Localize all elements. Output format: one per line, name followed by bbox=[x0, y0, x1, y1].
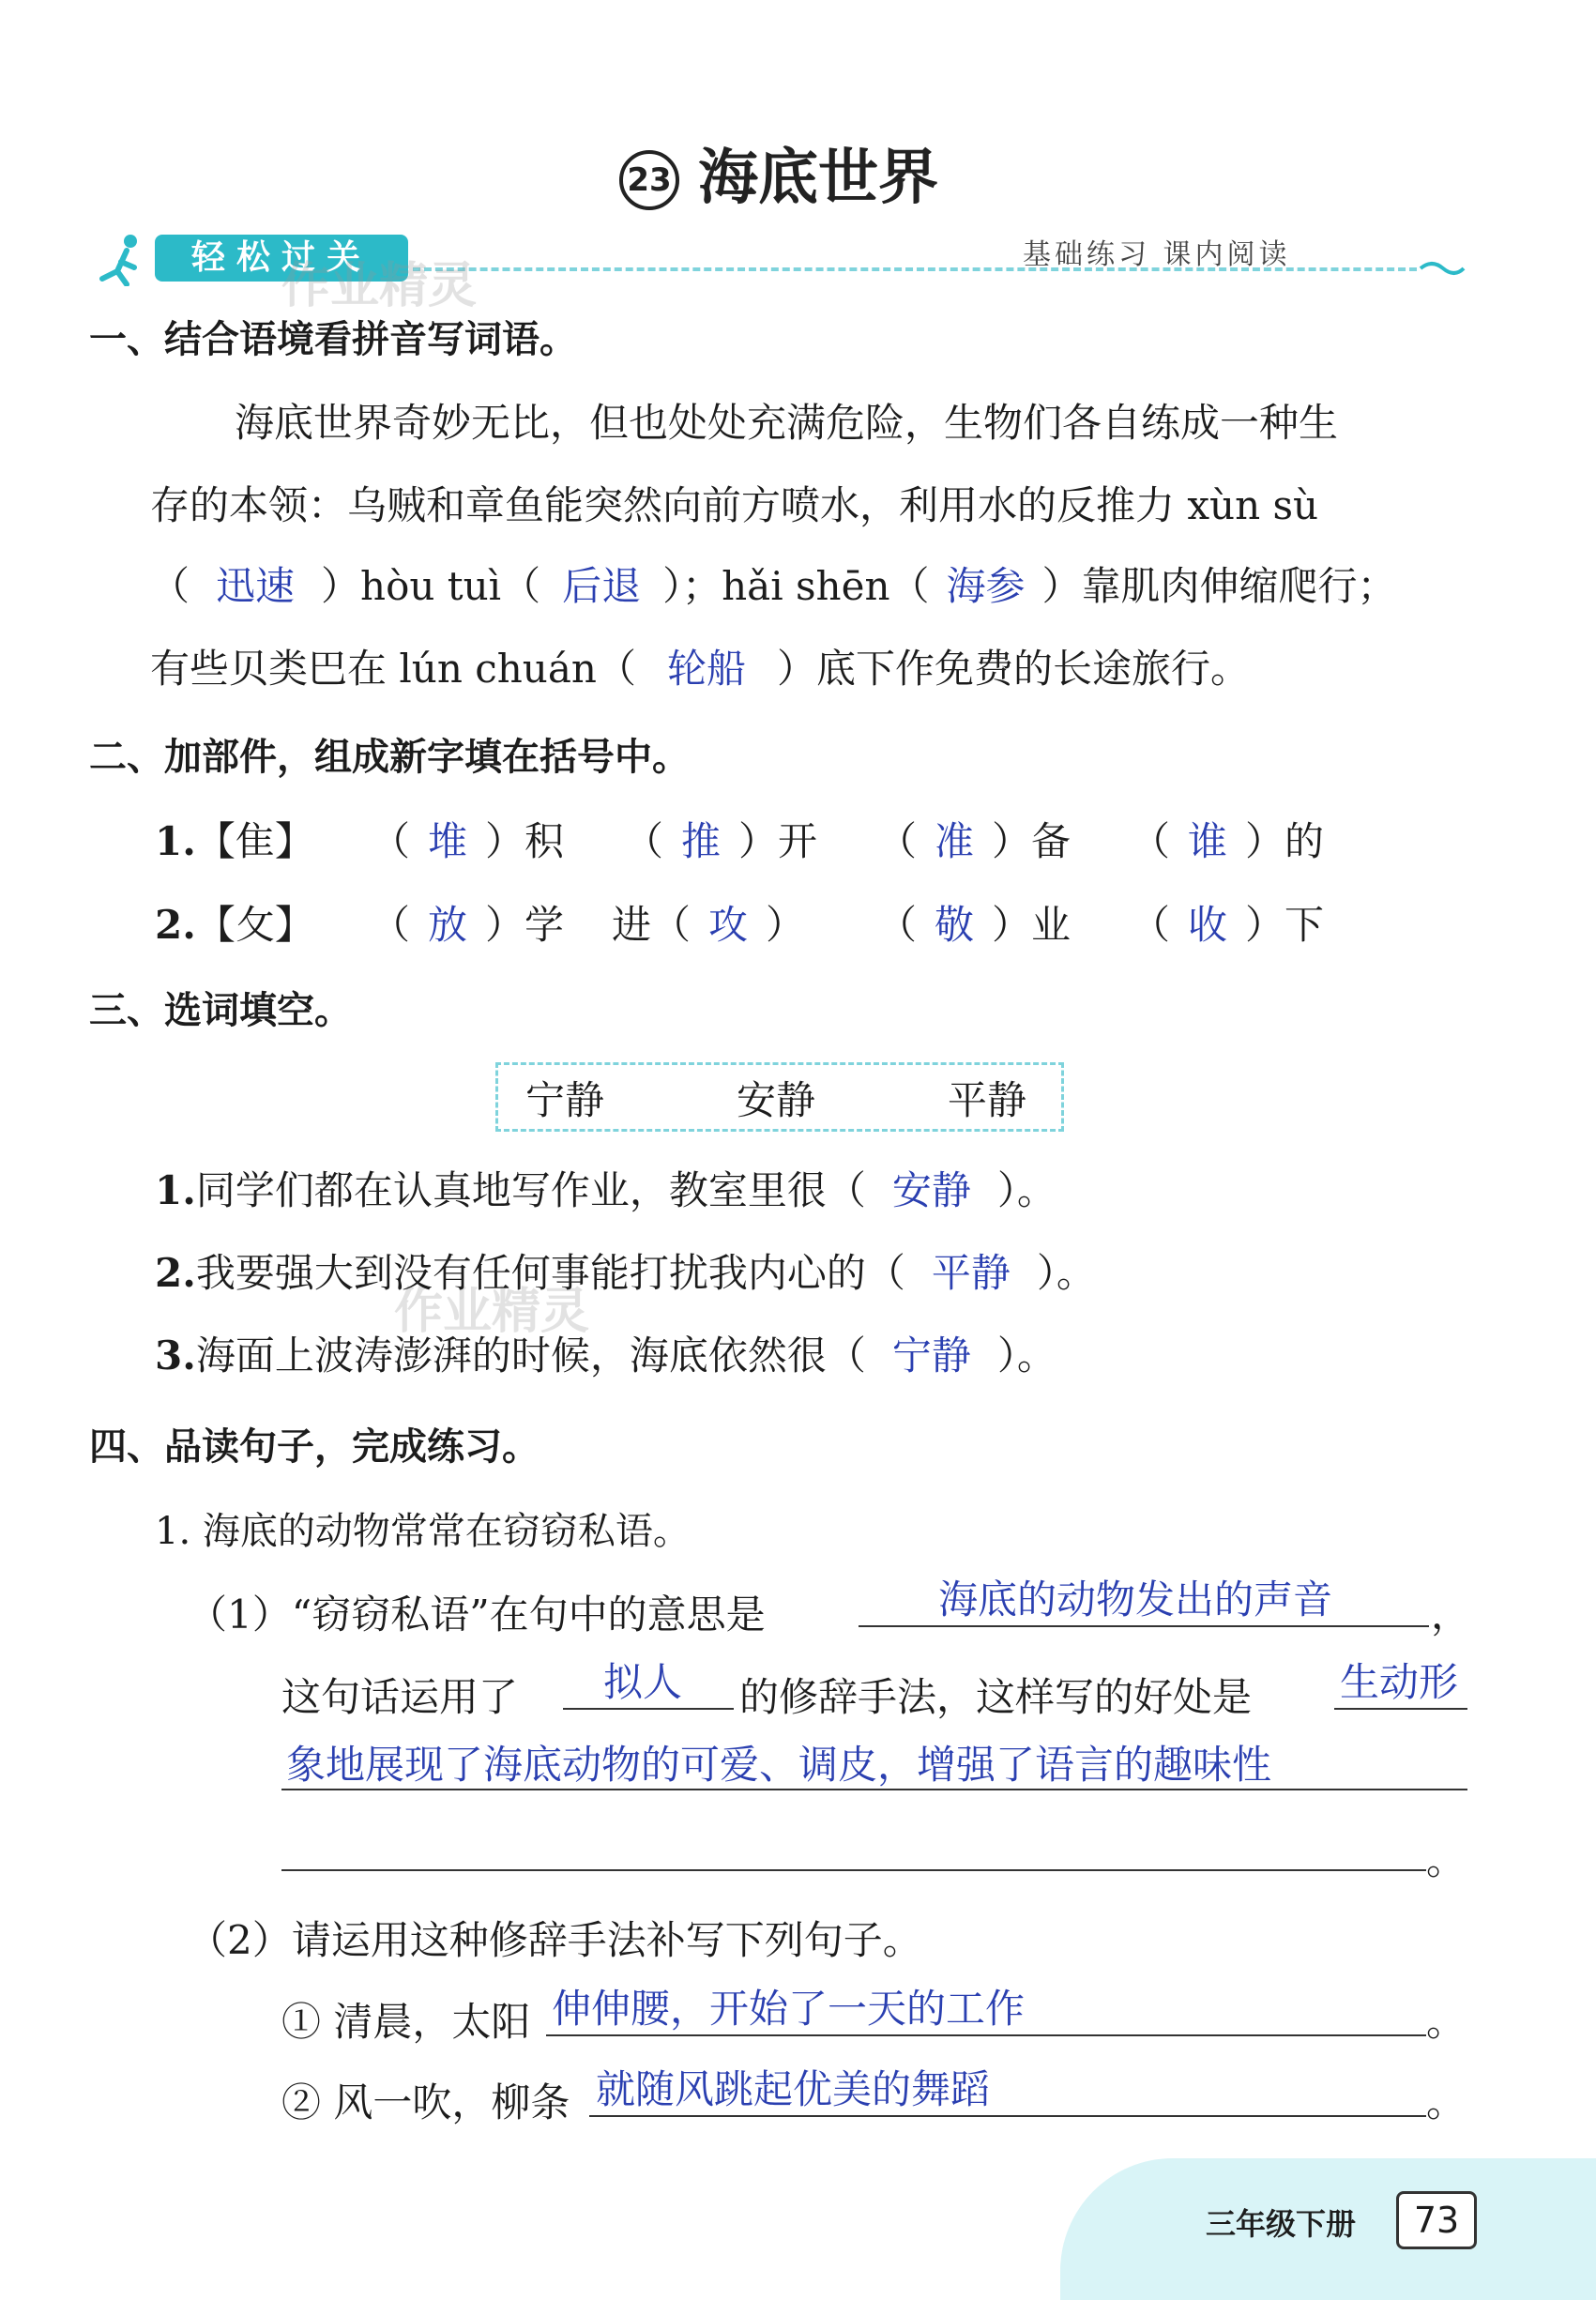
q4-sub1-line2b: 的修辞手法，这样写的好处是 bbox=[739, 1674, 1253, 1720]
q1-line4: 有些贝类巴在 lún chuán（ 轮船 ）底下作免费的长途旅行。 bbox=[150, 638, 1250, 694]
word-option: 平静 bbox=[948, 1077, 1027, 1123]
q3-sentence-3: 3.海面上波涛澎湃的时候，海底依然很（ 宁静 ）。 bbox=[155, 1333, 1056, 1378]
section-banner: 轻松过关 bbox=[155, 235, 408, 282]
word-option: 宁静 bbox=[525, 1077, 605, 1123]
answer-houtui: 后退 bbox=[562, 563, 642, 609]
q1-line3: （ 迅速 ）hòu tuì（ 后退 ）；hǎi shēn（ 海参 ）靠肌肉伸缩爬行； bbox=[150, 556, 1397, 612]
q2-row2-label: 2.【攵】 bbox=[155, 902, 314, 948]
answer-line bbox=[281, 1869, 1426, 1871]
q2-row2-item: （ 收 ）下 bbox=[1131, 902, 1325, 948]
q4-item1-prefix: ① 清晨，太阳 bbox=[281, 1999, 531, 2045]
answer-benefit-start: 生动形 bbox=[1340, 1659, 1459, 1705]
q4-heading: 四、品读句子，完成练习。 bbox=[89, 1425, 540, 1469]
comma: ， bbox=[1431, 1592, 1471, 1637]
answer-lunchuan: 轮船 bbox=[666, 646, 746, 692]
answer-benefit-rest: 象地展现了海底动物的可爱、调皮，增强了语言的趣味性 bbox=[286, 1742, 1272, 1788]
period: 。 bbox=[1426, 1837, 1467, 1883]
q3-sentence-2: 2.我要强大到没有任何事能打扰我内心的（ 平静 ）。 bbox=[155, 1250, 1096, 1296]
q2-row1-item: （ 准 ）备 bbox=[877, 818, 1072, 864]
q2-row2-item: （ 敬 ）业 bbox=[877, 902, 1072, 948]
q2-row1-item: （ 谁 ）的 bbox=[1131, 818, 1325, 864]
grade-label: 三年级下册 bbox=[1206, 2206, 1357, 2242]
runner-icon bbox=[89, 230, 145, 286]
q4-sub1-line2a: 这句话运用了 bbox=[281, 1674, 519, 1720]
word-option: 安静 bbox=[737, 1077, 816, 1123]
q4-sub2: （2）请运用这种修辞手法补写下列句子。 bbox=[188, 1917, 922, 1963]
swirl-icon bbox=[1419, 257, 1466, 280]
answer-line bbox=[589, 2115, 1426, 2117]
answer-haishen: 海参 bbox=[946, 563, 1026, 609]
q1-line1: 海底世界奇妙无比，但也处处充满危险，生物们各自练成一种生 bbox=[235, 400, 1339, 446]
answer-rhetoric: 拟人 bbox=[603, 1659, 683, 1705]
q2-heading: 二、加部件，组成新字填在括号中。 bbox=[89, 736, 690, 779]
answer-line bbox=[859, 1625, 1429, 1627]
lesson-title: 海底世界 bbox=[698, 144, 938, 213]
q4-sentence: 1. 海底的动物常常在窃窃私语。 bbox=[155, 1510, 691, 1553]
answer-line bbox=[1334, 1708, 1467, 1710]
q2-row1-label: 1.【隹】 bbox=[155, 818, 314, 864]
page-title bbox=[619, 129, 938, 216]
q4-sub1-line1: （1）“窃窃私语”在句中的意思是 bbox=[188, 1592, 766, 1637]
answer-xunsu: 迅速 bbox=[216, 563, 296, 609]
watermark: 作业精灵 bbox=[281, 258, 478, 314]
section-tag: 基础练习 课内阅读 bbox=[1023, 238, 1291, 271]
q3-sentence-1: 1.同学们都在认真地写作业，教室里很（ 安静 ）。 bbox=[155, 1167, 1056, 1213]
answer-line bbox=[281, 1789, 1467, 1790]
q3-heading: 三、选词填空。 bbox=[89, 989, 352, 1032]
q1-heading: 一、结合语境看拼音写词语。 bbox=[89, 318, 577, 361]
q1-line2: 存的本领：乌贼和章鱼能突然向前方喷水，利用水的反推力 xùn sù bbox=[150, 482, 1319, 528]
answer-item2: 就随风跳起优美的舞蹈 bbox=[596, 2066, 991, 2112]
lesson-number: 23 bbox=[619, 150, 679, 210]
watermark: 作业精灵 bbox=[394, 1284, 590, 1340]
q2-row1-item: （ 堆 ）积 bbox=[371, 818, 565, 864]
period: 。 bbox=[1426, 1999, 1467, 2045]
q2-row1-item: （ 推 ）开 bbox=[624, 818, 818, 864]
q2-row2-item: （ 放 ）学 bbox=[371, 902, 565, 948]
answer-item1: 伸伸腰，开始了一天的工作 bbox=[552, 1986, 1026, 2032]
answer-line bbox=[563, 1708, 734, 1710]
q4-item2-prefix: ② 风一吹，柳条 bbox=[281, 2079, 570, 2125]
q2-row2-item: 进（ 攻 ） bbox=[612, 902, 806, 948]
period: 。 bbox=[1426, 2079, 1467, 2125]
page-number: 73 bbox=[1396, 2191, 1477, 2249]
answer-meaning: 海底的动物发出的声音 bbox=[938, 1576, 1333, 1622]
answer-line bbox=[546, 2034, 1426, 2036]
